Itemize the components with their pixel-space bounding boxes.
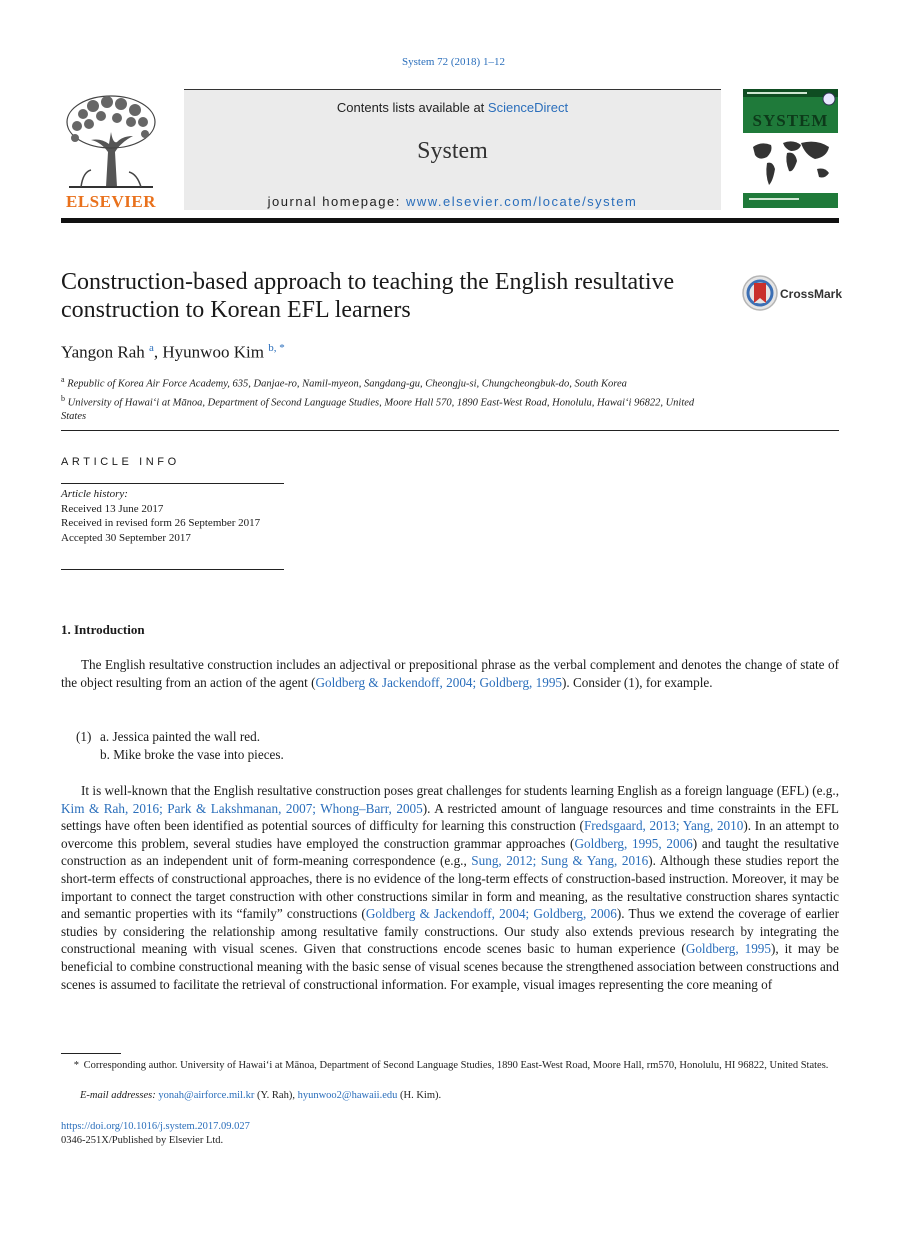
body-paragraph: [61, 656, 839, 691]
paragraph-text: ), it may be beneficial to combine constructional meaning with the basic sense of visual scenes because the strengthened association between constructions and scenes is assumed to facilitate the retrieval of constructional information. For example, visual images representing the core meaning of: [61, 941, 839, 992]
footnote-text: Corresponding author. University of Hawai‘i at Mānoa, Department of Second Language Studies, 1890 East-West Road, Moore Hall, rm570, Honolulu, HI 96822, United States.: [83, 1060, 829, 1071]
journal-citation[interactable]: System 72 (2018) 1–12: [402, 56, 505, 68]
example-line: [76, 728, 284, 746]
affiliation-text: Republic of Korea Air Force Academy, 635, Danjae-ro, Namil-myeon, Sangdang-gu, Cheongju-si, Chungcheongbuk-do, South Korea: [67, 378, 627, 390]
contents-prefix: Contents lists available at: [336, 100, 488, 115]
history-label: Article history:: [61, 488, 128, 500]
citation-link[interactable]: Goldberg, 1995: [685, 941, 771, 957]
sciencedirect-link[interactable]: ScienceDirect: [487, 100, 569, 115]
journal-header-box: [184, 89, 721, 210]
paragraph-text: It is well-known that the English resultative construction poses great challenges for students learning English as a foreign language (EFL) (e.g.,: [81, 783, 839, 798]
example-line: [76, 746, 284, 764]
affiliation-text: University of Hawai‘i at Mānoa, Department of Second Language Studies, Moore Hall 570, 1890 East-West Road, Honolulu, Hawai‘i 96822, United States: [61, 397, 695, 422]
example-sentences: [76, 728, 284, 763]
example-number: (1): [76, 729, 92, 744]
paragraph-text: ). Consider (1), for example.: [562, 674, 713, 690]
history-received: Received 13 June 2017: [61, 502, 164, 515]
affiliation-marker: b: [61, 393, 65, 403]
article-info-heading: ARTICLE INFO: [61, 456, 180, 468]
paragraph-text: ). Thus we extend the coverage of earlier studies by considering the relationship among resultative family constructions. Our study also extends previous research by integrating the constructional meaning with visual scenes. Given that constructions encode scenes basic to human experience (: [61, 906, 839, 957]
article-info-rule: [61, 569, 284, 570]
contents-available-line: [184, 100, 721, 115]
body-paragraph: [61, 782, 839, 993]
homepage-link[interactable]: www.elsevier.com/locate/system: [405, 194, 638, 209]
example-text: b. Mike broke the vase into pieces.: [100, 746, 284, 762]
article-title: Construction-based approach to teaching the English resultative construction to Korean EFL learners: [61, 269, 675, 323]
citation-link[interactable]: Sung, 2012; Sung & Yang, 2016: [471, 853, 649, 869]
author-name: Yangon Rah: [61, 342, 145, 362]
author-separator: ,: [153, 342, 163, 362]
email-link[interactable]: hyunwoo2@hawaii.edu: [297, 1090, 398, 1101]
footnote-marker: *: [73, 1060, 79, 1071]
article-info-rule: [61, 483, 284, 484]
elsevier-wordmark: ELSEVIER: [66, 192, 156, 211]
crossmark-label[interactable]: CrossMark: [780, 287, 843, 301]
section-rule: [61, 430, 839, 431]
footnote-rule: [61, 1053, 121, 1054]
history-accepted: Accepted 30 September 2017: [61, 531, 191, 544]
cover-art-icon: [743, 89, 838, 208]
journal-homepage-line: [184, 194, 721, 209]
affiliation-marker: a: [61, 375, 65, 384]
paragraph-text: ) and taught the resultative construction as an independent unit of form-meaning correspondence (e.g.,: [61, 835, 839, 869]
history-revised: Received in revised form 26 September 2017: [61, 517, 261, 529]
journal-cover-thumbnail[interactable]: [743, 89, 838, 208]
author-list: [61, 342, 285, 363]
citation-link[interactable]: Kim & Rah, 2016; Park & Lakshmanan, 2007; Whong–Barr, 2005: [61, 800, 423, 816]
author-affiliation-marker[interactable]: b, *: [268, 342, 285, 354]
affiliation-a: [61, 373, 721, 392]
author-affiliation-marker[interactable]: a: [149, 342, 154, 354]
section-heading: 1. Introduction: [61, 622, 145, 637]
paragraph-text: The English resultative construction includes an adjectival or prepositional phrase as the verbal complement and denotes the change of state of the object resulting from an action of the agent (: [61, 657, 839, 690]
journal-name: System: [417, 138, 488, 164]
email-owner: (Y. Rah),: [254, 1090, 298, 1101]
example-text: a. Jessica painted the wall red.: [100, 729, 261, 744]
email-link[interactable]: yonah@airforce.mil.kr: [158, 1090, 255, 1101]
article-history: [61, 487, 301, 545]
paragraph-text: ). In an attempt to overcome this problem, several studies have employed the construction grammar approaches (: [61, 818, 839, 851]
affiliations: [61, 373, 721, 424]
elsevier-tree-icon: [61, 92, 161, 192]
affiliation-b: [61, 392, 721, 425]
citation-link[interactable]: Goldberg & Jackendoff, 2004; Goldberg, 1995: [315, 674, 563, 690]
citation-link[interactable]: Fredsgaard, 2013; Yang, 2010: [583, 818, 744, 834]
crossmark-icon: [741, 274, 779, 312]
paragraph-text: ). A restricted amount of language resources and time constraints in the EFL settings have often been identified as potential sources of difficulty for learning this construction (: [61, 800, 839, 834]
cover-title: SYSTEM: [752, 111, 829, 130]
citation-link[interactable]: Goldberg & Jackendoff, 2004; Goldberg, 2006: [365, 906, 617, 922]
doi-link[interactable]: https://doi.org/10.1016/j.system.2017.09.027: [61, 1121, 250, 1132]
citation-link[interactable]: Goldberg, 1995, 2006: [574, 835, 693, 851]
header-rule: [61, 218, 839, 223]
email-label: E-mail addresses:: [80, 1090, 156, 1101]
homepage-prefix: journal homepage:: [267, 194, 406, 209]
corresponding-author-footnote: [61, 1059, 839, 1073]
email-addresses: [80, 1090, 441, 1101]
paragraph-text: ). Although these studies report the short-term effects of constructional approaches, there is no evidence of the long-term effects of construction-based instruction. Moreover, it may be important to connect the target construction with other constructions similar in form and meaning, as the resultative construction shares syntactic and semantic properties with its “family” constructions (: [61, 853, 840, 922]
issn-line: 0346-251X/Published by Elsevier Ltd.: [61, 1135, 224, 1146]
author-name: Hyunwoo Kim: [162, 342, 264, 362]
email-owner: (H. Kim).: [397, 1090, 442, 1101]
